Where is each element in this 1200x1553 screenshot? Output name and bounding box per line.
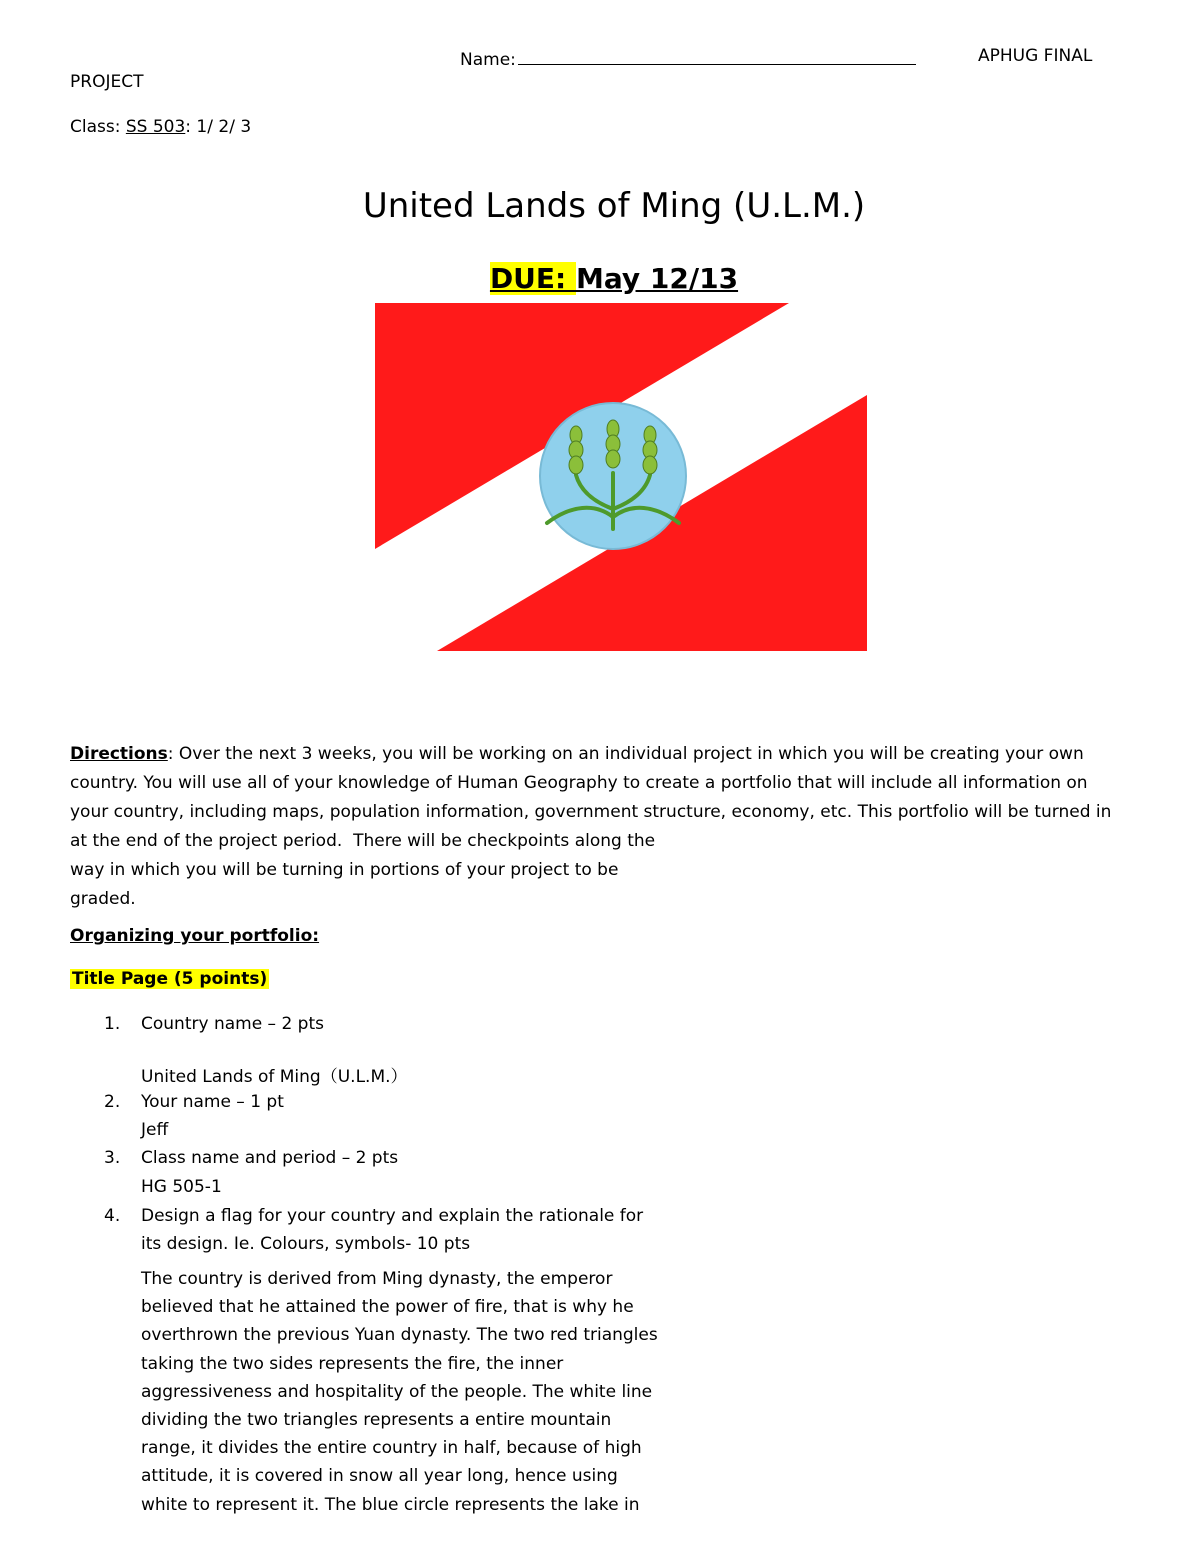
flag-image — [375, 303, 867, 651]
list-item-text: Your name – 1 pt — [141, 1092, 284, 1112]
directions-line-4: at the end of the project period. There will be checkpoints along the — [70, 831, 656, 851]
directions-line-2: country. You will use all of your knowledge of Human Geography to create a portfolio that will include all information on — [70, 773, 1088, 793]
class-line — [70, 117, 251, 137]
class-suffix: : 1/ 2/ 3 — [185, 117, 252, 137]
project-label: PROJECT — [70, 72, 144, 92]
rationale-line: aggressiveness and hospitality of the people. The white line — [141, 1381, 653, 1402]
organizing-heading: Organizing your portfolio: — [70, 926, 320, 946]
rationale-line: white to represent it. The blue circle represents the lake in — [141, 1494, 640, 1515]
course-label: APHUG FINAL — [978, 46, 1093, 66]
directions-label: Directions — [70, 744, 168, 764]
due-label: DUE: — [489, 262, 576, 295]
wheat-emblem-icon — [540, 403, 686, 549]
list-item-answer: United Lands of Ming（U.L.M.） — [141, 1067, 408, 1087]
list-item-answer: Jeff — [141, 1120, 169, 1140]
list-item-number: 2. — [104, 1092, 121, 1112]
list-item-number: 1. — [104, 1014, 121, 1034]
due-date-value: May 12/13 — [576, 262, 739, 295]
list-item-text: Design a flag for your country and explain the rationale for — [141, 1206, 644, 1226]
flag-rationale — [141, 1265, 658, 1519]
directions-paragraph — [70, 740, 1160, 914]
title-page-heading: Title Page (5 points) — [72, 969, 268, 989]
directions-line-6: graded. — [70, 889, 136, 909]
list-item-number: 4. — [104, 1206, 121, 1226]
directions-line-1: : Over the next 3 weeks, you will be working on an individual project in which you will be creating your own — [167, 744, 1084, 764]
class-code: SS 503 — [125, 117, 186, 137]
document-title: United Lands of Ming (U.L.M.) — [362, 186, 866, 226]
list-item-text-continued: its design. Ie. Colours, symbols- 10 pts — [141, 1234, 471, 1254]
list-item-number: 3. — [104, 1148, 121, 1168]
rationale-line: overthrown the previous Yuan dynasty. The two red triangles — [141, 1325, 658, 1346]
name-blank-line — [518, 46, 916, 65]
rationale-line: believed that he attained the power of fire, that is why he — [141, 1297, 634, 1318]
rationale-line: attitude, it is covered in snow all year long, hence using — [141, 1466, 618, 1487]
name-label: Name: — [460, 50, 516, 70]
rationale-line: The country is derived from Ming dynasty, the emperor — [141, 1269, 613, 1289]
rationale-line: dividing the two triangles represents a entire mountain — [141, 1410, 612, 1431]
rationale-line: range, it divides the entire country in half, because of high — [141, 1438, 642, 1459]
directions-line-5: way in which you will be turning in portions of your project to be — [70, 860, 619, 880]
list-item-text: Country name – 2 pts — [141, 1014, 324, 1034]
due-date — [0, 262, 1200, 295]
list-item-text: Class name and period – 2 pts — [141, 1148, 399, 1168]
name-field — [460, 46, 916, 70]
class-prefix: Class: — [70, 117, 126, 137]
rationale-line: taking the two sides represents the fire, the inner — [141, 1353, 564, 1374]
list-item-answer: HG 505-1 — [141, 1177, 222, 1197]
directions-line-3: your country, including maps, population information, government structure, economy, etc. This portfolio will be turned in — [70, 802, 1112, 822]
